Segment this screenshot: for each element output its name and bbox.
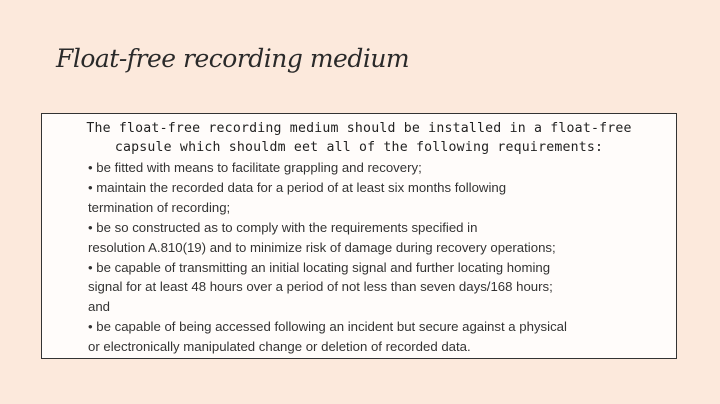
intro-text (42, 119, 676, 157)
item-line: signal for at least 48 hours over a period of not less than seven days/168 hours; (88, 279, 553, 295)
item-line: • be so constructed as to comply with the requirements specified in (88, 219, 478, 235)
item-line: and (88, 299, 111, 315)
list-item (88, 258, 676, 318)
item-line: • be capable of transmitting an initial locating signal and further locating homing (88, 259, 551, 275)
item-line: termination of recording; (88, 199, 231, 215)
list-item (88, 158, 676, 178)
requirements-box (41, 113, 677, 359)
item-line: • maintain the recorded data for a period of at least six months following (88, 179, 507, 195)
intro-line: capsule which shouldm eet all of the following requirements: (114, 140, 604, 155)
item-line: • be fitted with means to facilitate grappling and recovery; (88, 160, 422, 175)
item-line: or electronically manipulated change or deletion of recorded data. (88, 339, 471, 355)
requirements-list (88, 158, 676, 357)
item-line: resolution A.810(19) and to minimize risk of damage during recovery operations; (88, 239, 556, 255)
list-item (88, 317, 676, 357)
item-line: • be capable of being accessed following an incident but secure against a physical (88, 319, 567, 335)
list-item (88, 218, 676, 258)
list-item (88, 178, 676, 218)
slide-title: Float-free recording medium (56, 44, 410, 73)
intro-line: The float-free recording medium should be installed in a float-free (86, 121, 632, 136)
